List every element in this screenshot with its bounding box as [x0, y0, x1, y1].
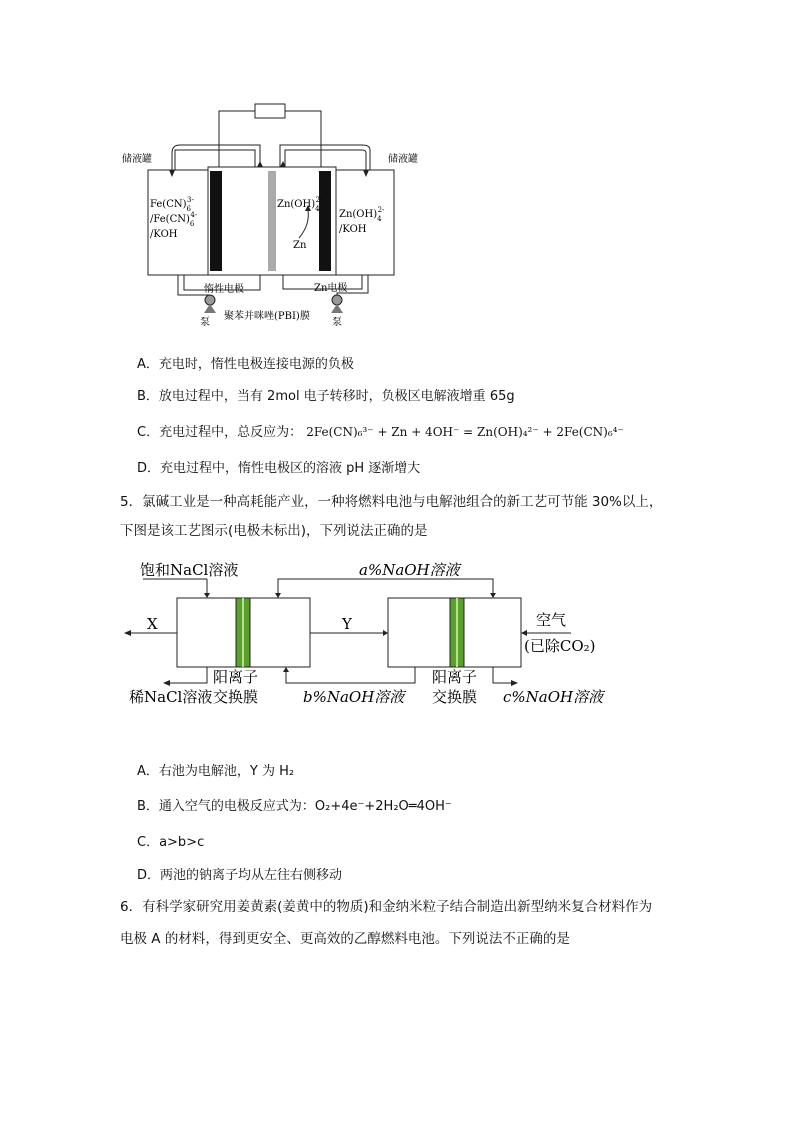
q6-line1: 6．有科学家研究用姜黄素(姜黄中的物质)和金纳米粒子结合制造出新型纳米复合材料作为 — [120, 899, 653, 915]
center-ion-label: $Zn(OH)_42-$ — [277, 196, 323, 213]
inert-electrode — [210, 171, 222, 271]
flow-battery-diagram — [100, 95, 440, 335]
left-tank-label: 储液罐 — [122, 154, 152, 165]
zn-electrode — [319, 171, 331, 271]
label-b-naoh: b%NaOH溶液 — [303, 688, 405, 706]
q5-option-c: C．a>b>c — [137, 835, 205, 850]
pump-right-icon — [331, 295, 343, 313]
label-air: 空气 — [536, 611, 567, 629]
label-dilute-nacl: 稀NaCl溶液 — [129, 688, 213, 706]
left-tank-line2: $/Fe(CN)_64-$ — [150, 211, 198, 228]
zn-electrode-label: Zn电极 — [314, 283, 348, 294]
right-tank-line2: /KOH — [339, 224, 367, 235]
q5-option-a: A．右池为电解池，Y 为 H₂ — [137, 764, 295, 779]
right-tank-label: 储液罐 — [388, 154, 418, 165]
label-c-naoh: c%NaOH溶液 — [503, 688, 604, 706]
right-tank-line1: $Zn(OH)_42-$ — [339, 206, 385, 223]
q4-option-d: D．充电过程中，惰性电极区的溶液 pH 逐渐增大 — [137, 461, 421, 476]
q5-stem-line1: 5．氯碱工业是一种高耗能产业，一种将燃料电池与电解池组合的新工艺可节能 30%以上， — [120, 494, 663, 510]
membrane1-label-line1: 阳离子 — [213, 668, 259, 686]
label-air-note: (已除CO₂) — [524, 637, 596, 655]
pump-right-label: 泵 — [332, 317, 342, 328]
q5-option-b: B．通入空气的电极反应式为：O₂+4e⁻+2H₂O═4OH⁻ — [137, 799, 452, 814]
q4-option-c — [137, 421, 624, 440]
q5-stem-line2: 下图是该工艺图示(电极未标出)，下列说法正确的是 — [120, 523, 428, 539]
zn-label: Zn — [293, 240, 307, 251]
label-saturated-nacl: 饱和NaCl溶液 — [140, 561, 239, 579]
membrane2-label-line1: 阳离子 — [432, 668, 478, 686]
q4-option-a: A．充电时，惰性电极连接电源的负极 — [137, 357, 354, 372]
right-storage-tank — [336, 170, 394, 275]
left-tank-line1: $Fe(CN)_63-$ — [150, 196, 194, 213]
pump-left-icon — [204, 295, 216, 313]
q4-option-c-equation: 2Fe(CN)₆³⁻ + Zn + 4OH⁻ = Zn(OH)₄²⁻ + 2Fe(CN)₆⁴⁻ — [306, 425, 624, 439]
membrane-label: 聚苯并咪唑(PBI)膜 — [224, 311, 310, 322]
membrane2-label-line2: 交换膜 — [432, 688, 478, 706]
membrane1-label-line2: 交换膜 — [213, 688, 259, 706]
label-x: X — [147, 615, 158, 633]
chlor-alkali-diagram — [115, 555, 615, 720]
inert-electrode-label: 惰性电极 — [204, 284, 244, 295]
pump-left-label: 泵 — [200, 317, 210, 328]
q6-line2: 电极 A 的材料，得到更安全、更高效的乙醇燃料电池。下列说法不正确的是 — [120, 931, 570, 947]
label-a-naoh: a%NaOH溶液 — [359, 561, 460, 579]
q4-option-b: B．放电过程中，当有 2mol 电子转移时，负极区电解液增重 65g — [137, 389, 515, 404]
q4-option-c-prefix: C．充电过程中，总反应为： — [137, 425, 303, 440]
label-y: Y — [342, 615, 352, 633]
left-tank-line3: /KOH — [150, 229, 178, 240]
q5-option-d: D．两池的钠离子均从左往右侧移动 — [137, 868, 343, 883]
pbi-membrane — [268, 171, 276, 271]
resistor — [255, 104, 285, 118]
